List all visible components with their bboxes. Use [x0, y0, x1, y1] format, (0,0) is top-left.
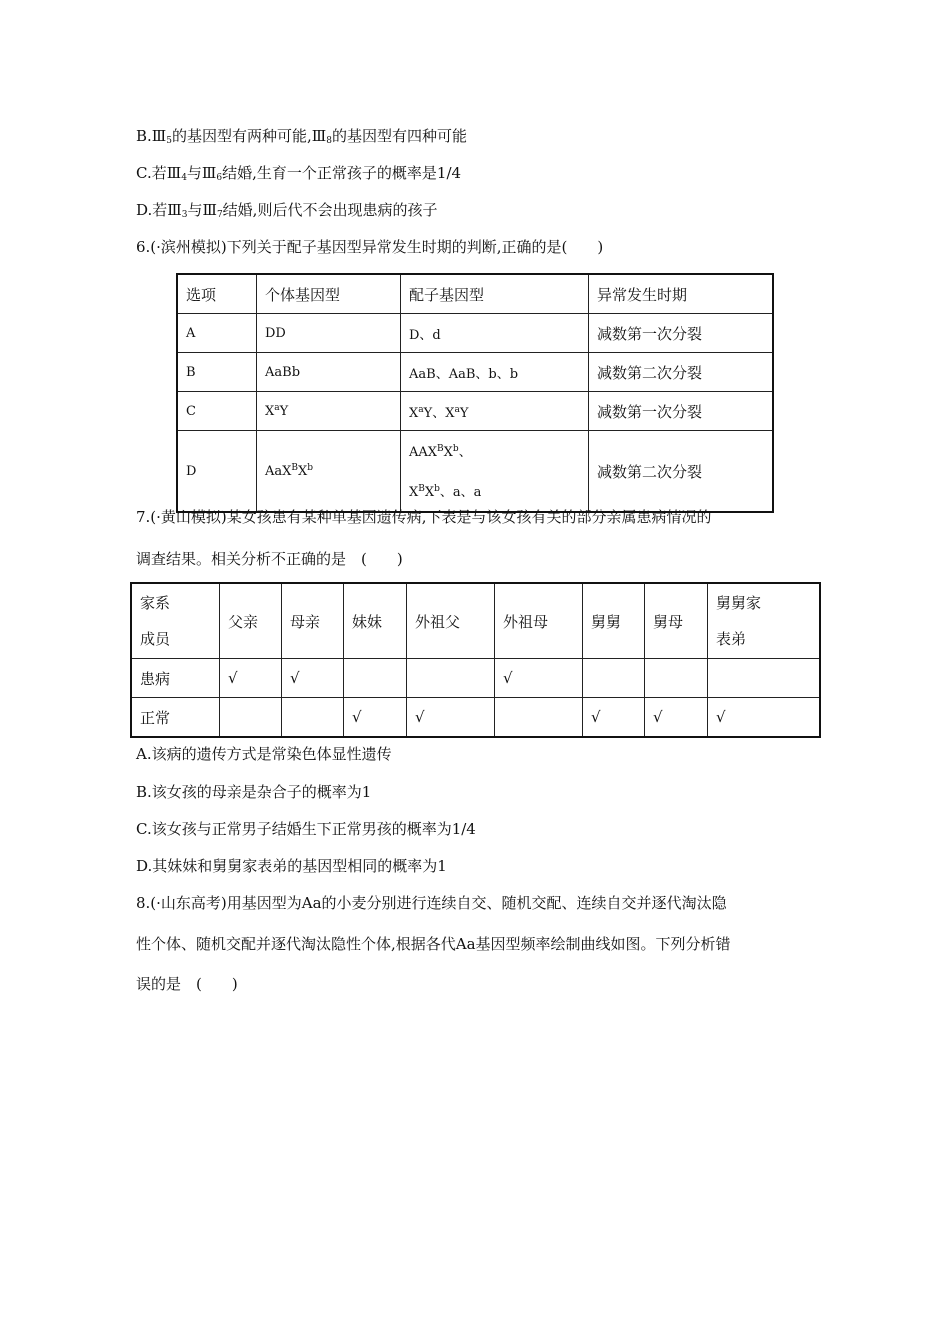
check-cell: √ [583, 698, 645, 738]
gamete-cell: $X^aY$、$X^aY$ [401, 392, 589, 431]
q8-question-line3: 误的是 ( ) [136, 975, 238, 993]
check-cell: √ [344, 698, 407, 738]
q8-question-line2: 性个体、随机交配并逐代淘汰隐性个体,根据各代Aa基因型频率绘制曲线如图。下列分析错 [136, 935, 731, 953]
q7-option-d: D.其妹妹和舅舅家表弟的基因型相同的概率为1 [136, 857, 447, 875]
q6-question: 6.(·滨州模拟)下列关于配子基因型异常发生时期的判断,正确的是( ) [136, 238, 604, 256]
table-row [131, 698, 820, 738]
time-cell: 减数第一次分裂 [589, 392, 774, 431]
table-row [177, 392, 773, 431]
check-cell [708, 659, 821, 698]
check-cell [583, 659, 645, 698]
check-cell [344, 659, 407, 698]
header-cell: 外祖母 [495, 583, 583, 659]
q7-option-b: B.该女孩的母亲是杂合子的概率为1 [136, 783, 372, 801]
table-header-row [177, 274, 773, 314]
gamete-line: $AAX^BX^b$、 [409, 444, 472, 460]
check-cell [645, 659, 708, 698]
q7-option-a: A.该病的遗传方式是常染色体显性遗传 [136, 745, 392, 763]
q7-table [130, 582, 821, 738]
gamete-line: $X^BX^b$、a、a [409, 484, 482, 500]
gamete-cell: AaB、AaB、b、b [401, 353, 589, 392]
check-cell [220, 698, 282, 738]
header-cell: 母亲 [282, 583, 344, 659]
genotype-cell: $AaX^BX^b$ [257, 431, 401, 513]
header-cell: 父亲 [220, 583, 282, 659]
check-cell [407, 659, 495, 698]
header-cell: 妹妹 [344, 583, 407, 659]
header-cell: 选项 [177, 274, 257, 314]
check-cell: √ [708, 698, 821, 738]
genotype-cell: $X^aY$ [257, 392, 401, 431]
gamete-cell: D、d [401, 314, 589, 353]
option-cell: D [177, 431, 257, 513]
q6-table [176, 273, 774, 513]
header-cell: 舅舅家 表弟 [708, 583, 821, 659]
table-row [177, 431, 773, 513]
gamete-cell [401, 431, 589, 513]
option-cell: C [177, 392, 257, 431]
time-cell: 减数第二次分裂 [589, 431, 774, 513]
genotype-cell: DD [257, 314, 401, 353]
q8-question-line1: 8.(·山东高考)用基因型为Aa的小麦分别进行连续自交、随机交配、连续自交并逐代淘汰隐 [136, 894, 727, 912]
check-cell [495, 698, 583, 738]
header-cell: 家系 成员 [131, 583, 220, 659]
row-label: 正常 [131, 698, 220, 738]
q7-question-line2: 调查结果。相关分析不正确的是 ( ) [136, 550, 403, 568]
header-cell: 舅母 [645, 583, 708, 659]
header-cell: 外祖父 [407, 583, 495, 659]
check-cell: √ [407, 698, 495, 738]
genotype-cell: AaBb [257, 353, 401, 392]
option-cell: A [177, 314, 257, 353]
header-cell: 异常发生时期 [589, 274, 774, 314]
row-label: 患病 [131, 659, 220, 698]
time-cell: 减数第二次分裂 [589, 353, 774, 392]
q7-option-c: C.该女孩与正常男子结婚生下正常男孩的概率为1/4 [136, 820, 476, 838]
q5-option-d: D.若$Ⅲ_3$与$Ⅲ_7$结婚,则后代不会出现患病的孩子 [136, 201, 438, 220]
header-cell: 舅舅 [583, 583, 645, 659]
check-cell: √ [645, 698, 708, 738]
header-cell: 个体基因型 [257, 274, 401, 314]
header-cell: 配子基因型 [401, 274, 589, 314]
check-cell: √ [282, 659, 344, 698]
table-row [177, 353, 773, 392]
check-cell: √ [495, 659, 583, 698]
time-cell: 减数第一次分裂 [589, 314, 774, 353]
option-cell: B [177, 353, 257, 392]
table-header-row [131, 583, 820, 659]
q7-question-line1: 7.(·黄山模拟)某女孩患有某种单基因遗传病,下表是与该女孩有关的部分亲属患病情况的 [136, 508, 712, 526]
q5-option-c: C.若$Ⅲ_4$与$Ⅲ_6$结婚,生育一个正常孩子的概率是1/4 [136, 164, 462, 183]
check-cell: √ [220, 659, 282, 698]
table-row [131, 659, 820, 698]
table-row [177, 314, 773, 353]
check-cell [282, 698, 344, 738]
q5-option-b: $B.Ⅲ_5$的基因型有两种可能$,Ⅲ_8$的基因型有四种可能 [136, 127, 467, 146]
